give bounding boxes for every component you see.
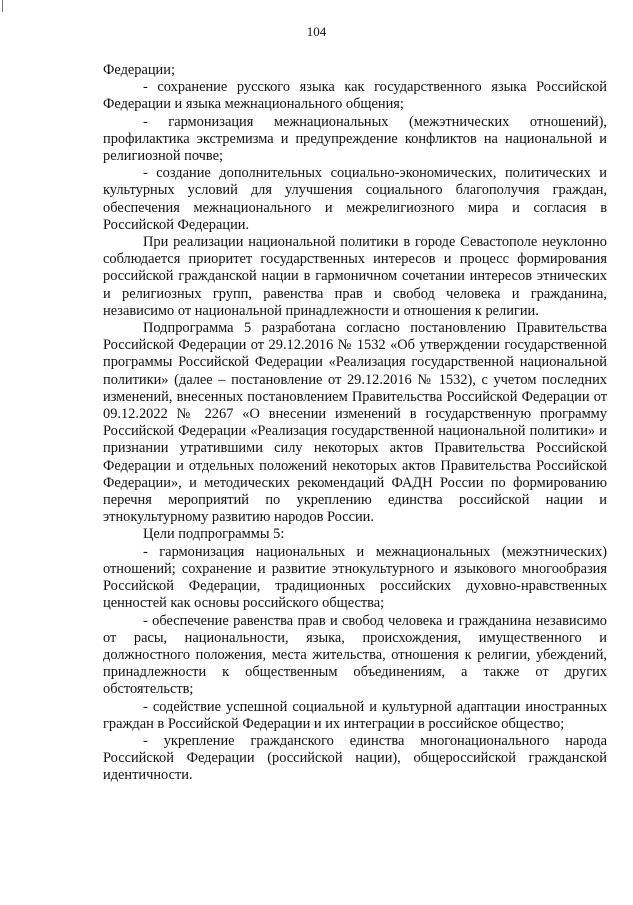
paragraph: Цели подпрограммы 5:: [143, 526, 285, 543]
scan-edge-mark: [2, 0, 3, 12]
paragraph: - укрепление гражданского единства многонационального народа Российской Федерации (российской нации), общероссийской гражданской идентичности.: [103, 732, 607, 784]
page-number: 104: [306, 24, 327, 39]
paragraph: Подпрограмма 5 разработана согласно постановлению Правительства Российской Федерации от 29.12.2016 № 1532 «Об утверждении государственной программы Российской Федерации «Реализация государственной национальной политики» (далее – постановление от 29.12.2016 № 1532), с учетом последних изменений, внесенных постановлением Правительства Российской Федерации от 09.12.2022 № 2267 «О внесении изменений в государственную программу Российской Федерации «Реализация государственной национальной политики» и признании утратившими силу некоторых актов Правительства Российской Федерации и отдельных положений некоторых актов Правительства Российской Федерации», и методических рекомендаций ФАДН России по формированию перечня мероприятий по укреплению единства российской нации и этнокультурному развитию народов России.: [103, 320, 607, 526]
paragraph: - обеспечение равенства прав и свобод человека и гражданина независимо от расы, национальности, языка, происхождения, имущественного и должностного положения, места жительства, отношения к религии, убеждений, принадлежности к общественным объединениям, а также от других обстоятельств;: [103, 612, 607, 698]
paragraph: Федерации;: [103, 62, 175, 78]
paragraph: - создание дополнительных социально-экономических, политических и культурных условий для улучшения социального благополучия граждан, обеспечения межнационального и межрелигиозного мира и согласия в Российской Федерации.: [103, 165, 607, 233]
document-body: [103, 62, 607, 785]
paragraph: - содействие успешной социальной и культурной адаптации иностранных граждан в Российской Федерации и их интеграции в российское общество;: [103, 698, 607, 732]
paragraph: При реализации национальной политики в городе Севастополе неуклонно соблюдается приоритет государственных интересов и процесс формирования российской гражданской нации в гармоничном сочетании интересов этнических и религиозных групп, равенства прав и свобод человека и гражданина, независимо от национальной принадлежности и отношения к религии.: [103, 234, 607, 319]
paragraph: - сохранение русского языка как государственного языка Российской Федерации и языка межнационального общения;: [103, 79, 607, 113]
paragraph: - гармонизация межнациональных (межэтнических отношений), профилактика экстремизма и предупреждение конфликтов на национальной и религиозной почве;: [103, 113, 607, 165]
paragraph: - гармонизация национальных и межнациональных (межэтнических) отношений; сохранение и развитие этнокультурного и языкового многообразия Российской Федерации, традиционных российских духовно-нравственных ценностей как основы российского общества;: [103, 543, 607, 612]
